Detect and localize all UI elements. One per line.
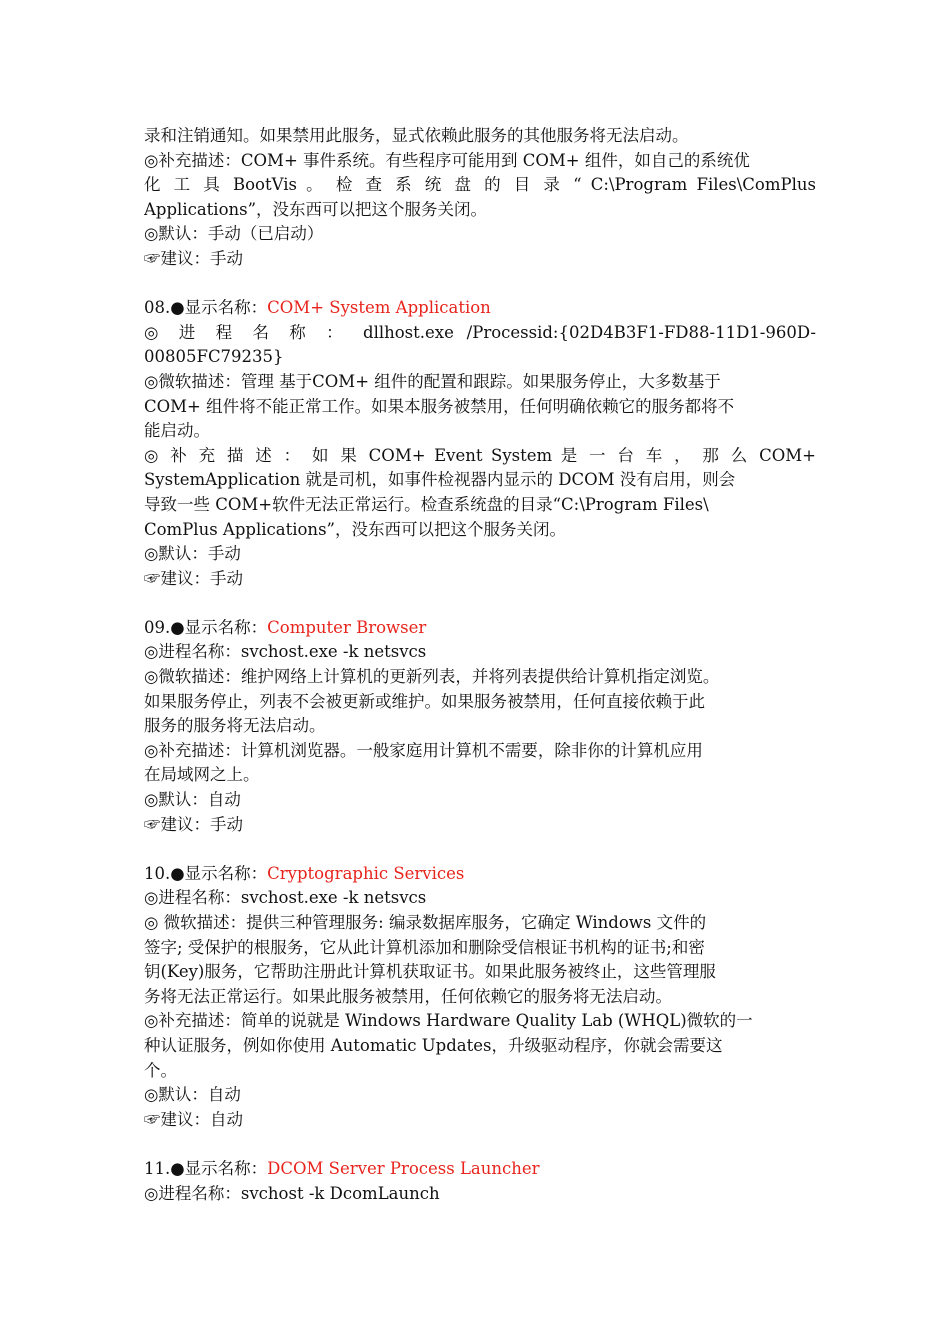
spacer [144,1132,816,1157]
text-line: ◎ 补 充 描 述 ： 如 果 COM+ Event System 是 一 台 车 ， 那 么 COM+ [144,445,816,465]
service-number: 08. [144,298,171,318]
service-entry-08 [144,296,816,591]
text-line: ◎补充描述：COM+ 事件系统。有些程序可能用到 COM+ 组件，如自己的系统优 [144,150,750,170]
service-display-name: Cryptographic Services [267,863,465,883]
text-line: ComPlus Applications”，没东西可以把这个服务关闭。 [144,519,566,539]
process-name-line: ◎ 进 程 名 称 ： dllhost.exe /Processid:{02D4B3F1-FD88-11D1-960D- [144,322,816,342]
service-heading [144,862,816,887]
text-line: 服务的服务将无法启动。 [144,716,326,736]
recommended-setting: ☞建议：手动 [144,814,243,834]
text-line: ◎补充描述：计算机浏览器。一般家庭用计算机不需要，除非你的计算机应用 [144,740,703,760]
spacer [144,272,816,297]
text-line: 在局域网之上。 [144,765,260,785]
process-name-line: ◎进程名称：svchost.exe -k netsvcs [144,888,427,908]
default-setting: ◎默认：手动（已启动） [144,224,324,244]
text-line: 如果服务停止，列表不会被更新或维护。如果服务被禁用，任何直接依赖于此 [144,691,705,711]
default-setting: ◎默认：手动 [144,544,241,564]
text-line: ◎微软描述：管理 基于COM+ 组件的配置和跟踪。如果服务停止，大多数基于 [144,371,721,391]
text-line: 务将无法正常运行。如果此服务被禁用，任何依赖它的服务将无法启动。 [144,986,672,1006]
text-line: 个。 [144,1060,177,1080]
display-name-label: ●显示名称： [170,298,268,318]
service-number: 09. [144,617,171,637]
service-display-name: COM+ System Application [267,298,491,318]
spacer [144,837,816,862]
spacer [144,591,816,616]
recommended-setting: ☞建议：手动 [144,568,243,588]
service-number: 11. [144,1158,171,1178]
text-line: ◎补充描述：简单的说就是 Windows Hardware Quality Lab (WHQL)微软的一 [144,1011,753,1031]
process-name-line: ◎进程名称：svchost.exe -k netsvcs [144,642,427,662]
recommended-setting: ☞建议：手动 [144,248,243,268]
text-line: COM+ 组件将不能正常工作。如果本服务被禁用，任何明确依赖它的服务都将不 [144,396,735,416]
text-line: 签字; 受保护的根服务，它从此计算机添加和删除受信根证书机构的证书;和密 [144,937,705,957]
document-page [144,124,816,1206]
text-line: 钥(Key)服务，它帮助注册此计算机获取证书。如果此服务被终止，这些管理服 [144,962,716,982]
text-line: 种认证服务，例如你使用 Automatic Updates，升级驱动程序，你就会需要这 [144,1035,723,1055]
service-entry-10 [144,862,816,1133]
text-line: 导致一些 COM+软件无法正常运行。检查系统盘的目录“C:\Program Files\ [144,494,709,514]
display-name-label: ●显示名称： [170,617,268,637]
text-line: Applications”，没东西可以把这个服务关闭。 [144,199,488,219]
process-name-line: ◎进程名称：svchost -k DcomLaunch [144,1183,440,1203]
service-entry-07-continued [144,124,816,272]
text-line: 化 工 具 BootVis 。 检 查 系 统 盘 的 目 录 “ C:\Program Files\ComPlus [144,175,816,195]
service-heading [144,616,816,641]
text-line: 00805FC79235} [144,347,284,367]
text-line: ◎微软描述：维护网络上计算机的更新列表，并将列表提供给计算机指定浏览。 [144,667,720,687]
text-line: 录和注销通知。如果禁用此服务，显式依赖此服务的其他服务将无法启动。 [144,126,689,145]
service-heading [144,296,816,321]
display-name-label: ●显示名称： [170,1158,268,1178]
service-entry-11 [144,1157,816,1206]
service-heading [144,1157,816,1182]
service-number: 10. [144,863,171,883]
recommended-setting: ☞建议：自动 [144,1109,243,1129]
service-entry-09 [144,616,816,837]
default-setting: ◎默认：自动 [144,790,241,810]
display-name-label: ●显示名称： [170,863,268,883]
text-line: 能启动。 [144,421,210,441]
service-display-name: Computer Browser [267,617,427,637]
text-line: SystemApplication 就是司机，如事件检视器内显示的 DCOM 没有启用，则会 [144,470,736,490]
text-line: ◎ 微软描述：提供三种管理服务: 编录数据库服务，它确定 Windows 文件的 [144,913,707,932]
service-display-name: DCOM Server Process Launcher [267,1158,540,1178]
default-setting: ◎默认：自动 [144,1085,241,1105]
